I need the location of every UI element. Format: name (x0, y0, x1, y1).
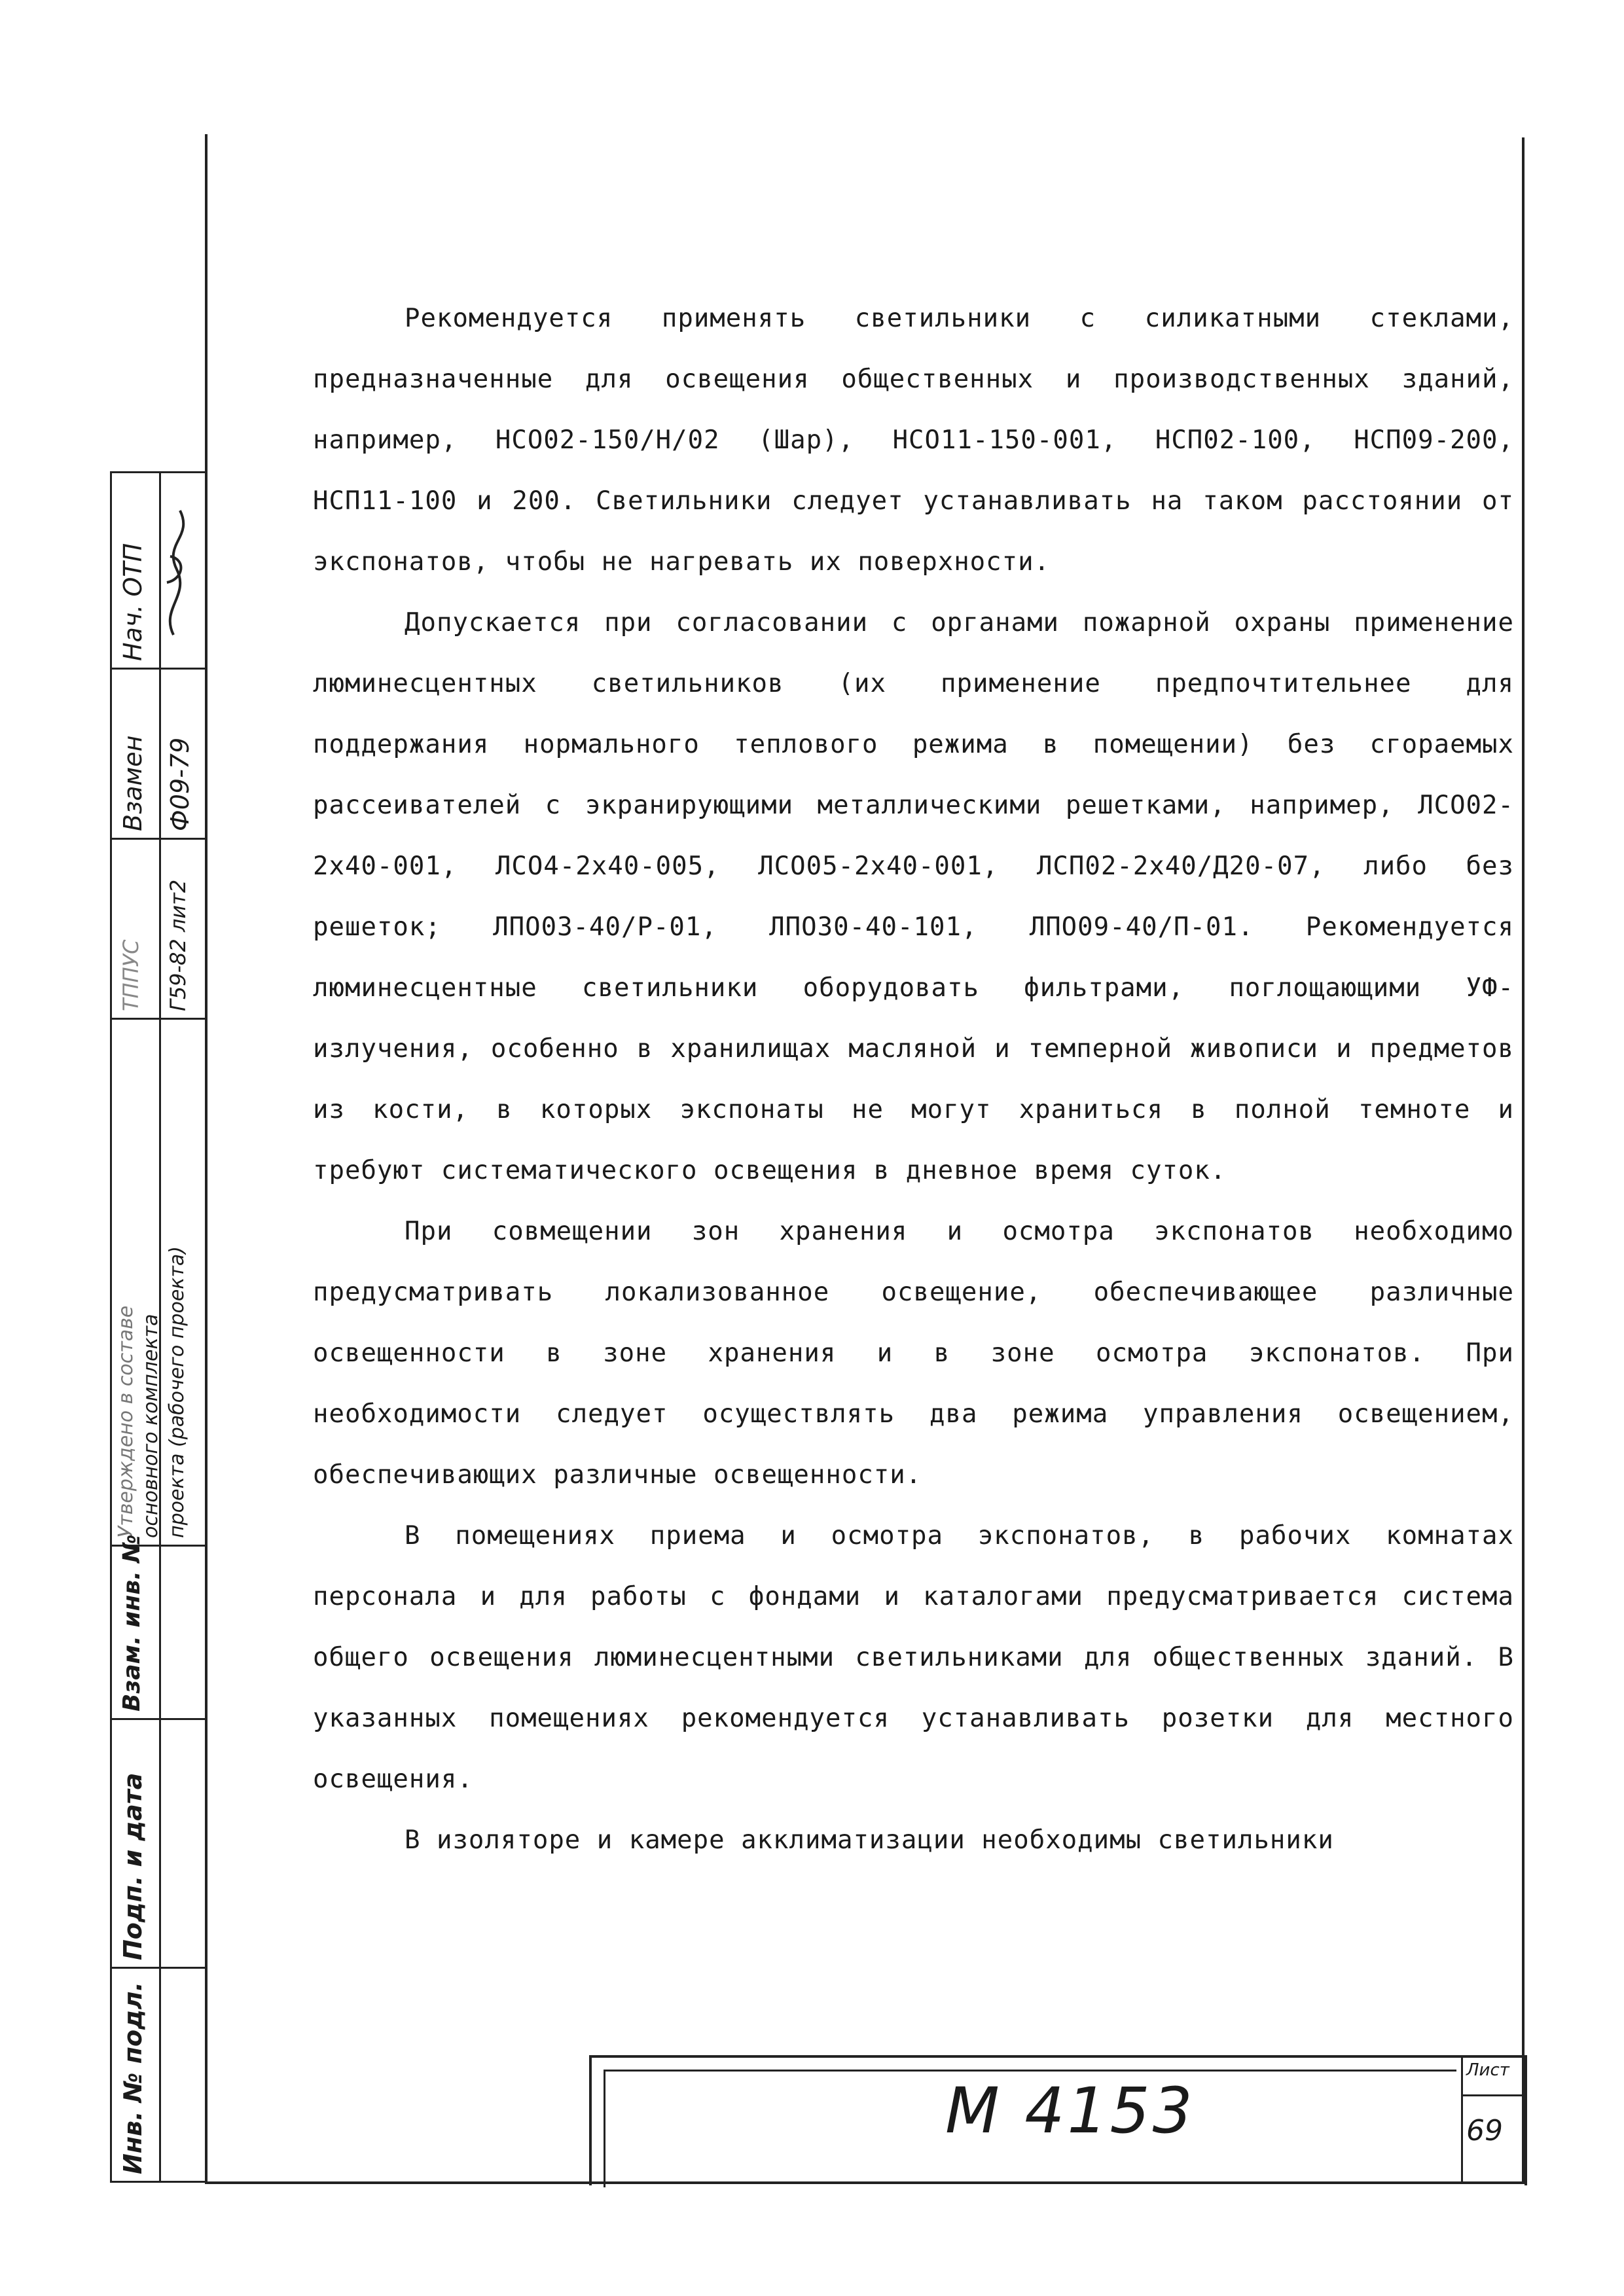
stamp-row-2 (112, 668, 207, 670)
stamp-tpp: ТППУС (118, 939, 143, 1011)
paragraph-2: Допускается при согласовании с органами пожарной охраны применение люминесцентных светильников (их применение предпочтительнее для поддержания нормального теплового режима в помещении) без сгораемых рассеивателей с экранирующими металлическими решетками, например, ЛСО02-2х40-001, ЛСО4-2х40-005, ЛСО05-2х40-001, ЛСП02-2х40/Д20-07, либо без решеток; ЛПО03-40/Р-01, ЛПО30-40-101, ЛПО09-40/П-01. Рекомендуется люминесцентные светильники оборудовать фильтрами, поглощающими УФ-излучения, особенно в хранилищах масляной и темперной живописи и предметов из кости, в которых экспонаты не могут храниться в полной темноте и требуют систематического освещения в дневное время суток. (313, 608, 1514, 1185)
stamp-inv-podl: Инв. № подл. (118, 1981, 147, 2174)
sheet-divider (1461, 2094, 1522, 2096)
stamp-podp-data: Подп. и дата (118, 1772, 147, 1960)
frame-right-border (1522, 137, 1525, 2183)
stamp-vzamen-value: Ф09-79 (166, 737, 194, 831)
stamp-row-7 (112, 1967, 207, 1969)
title-block (589, 2055, 1527, 2185)
document-body (313, 288, 1514, 1871)
paragraph-5: В изоляторе и камере акклиматизации необходимы светильники (405, 1825, 1334, 1855)
document-code: М 4153 (945, 2074, 1195, 2147)
stamp-included-value: основного комплекта (139, 1314, 162, 1538)
stamp-vzamen: Взамен (118, 735, 147, 831)
stamp-included: Утверждено в составе (115, 1305, 137, 1538)
paragraph-3: При совмещении зон хранения и осмотра экспонатов необходимо предусматривать локализованное освещение, обеспечивающее различные освещенности в зоне хранения и в зоне осмотра экспонатов. При необходимости следует осуществлять два режима управления освещением, обеспечивающих различные освещенности. (313, 1217, 1514, 1490)
stamp-row-3 (112, 838, 207, 840)
stamp-vzam-inv: Взам. инв. № (118, 1534, 145, 1712)
stamp-row-bottom (112, 2181, 207, 2183)
signature-mark (154, 497, 200, 641)
stamp-nach-otp: Нач. ОТП (118, 543, 147, 661)
paragraph-4: В помещениях приема и осмотра экспонатов, в рабочих комнатах персонала и для работы с фондами и каталогами предусматривается система общего освещения люминесцентными светильниками для общественных зданий. В указанных помещениях рекомендуется устанавливать розетки для местного освещения. (313, 1521, 1514, 1794)
stamp-strip (110, 471, 207, 2183)
stamp-row-top (112, 471, 207, 473)
stamp-included-value2: проекта (рабочего проекта) (166, 1246, 189, 1538)
sheet-number: 69 (1466, 2114, 1503, 2147)
paragraph-1: Рекомендуется применять светильники с силикатными стеклами, предназначенные для освещения общественных и производственных зданий, например, НСО02-150/Н/02 (Шар), НСО11-150-001, НСП02-100, НСП09-200, НСП11-100 и 200. Светильники следует устанавливать на таком расстоянии от экспонатов, чтобы не нагревать их поверхности. (313, 304, 1514, 577)
stamp-row-4 (112, 1018, 207, 1020)
stamp-tpp-value: Г59-82 лит2 (166, 879, 190, 1011)
sheet-label: Лист (1466, 2060, 1509, 2080)
stamp-row-6 (112, 1718, 207, 1720)
